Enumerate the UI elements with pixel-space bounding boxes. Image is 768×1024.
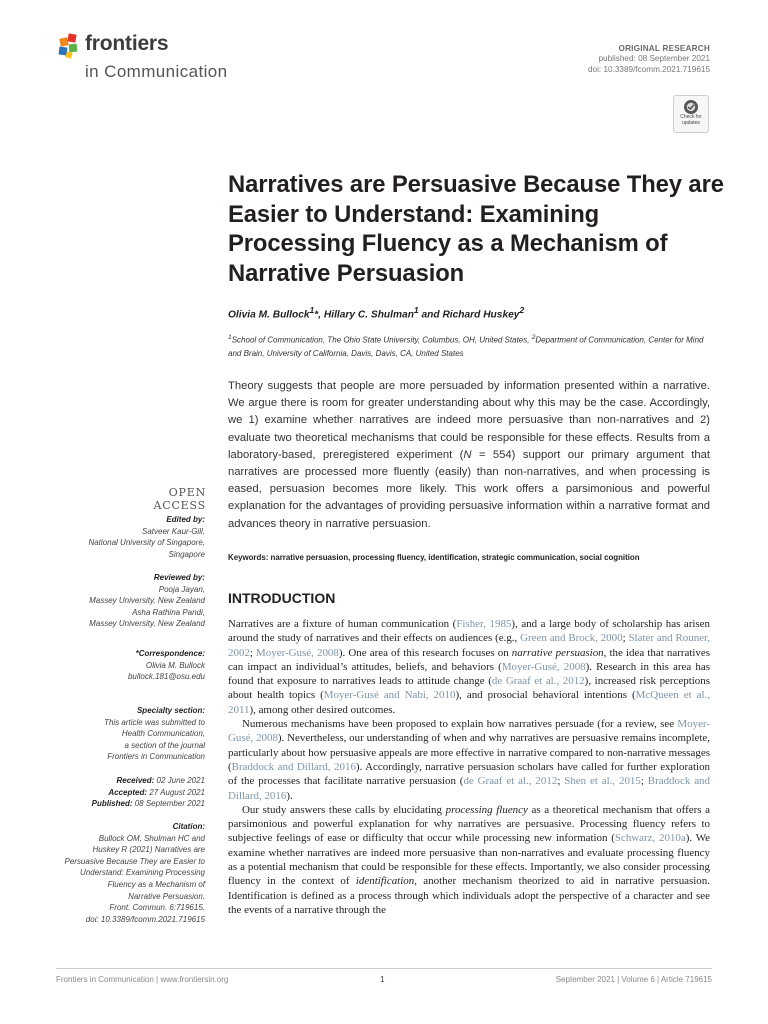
check-updates-line2: updates — [682, 119, 700, 126]
paragraph: Narratives are a fixture of human communication (Fisher, 1985), and a large body of scholarship has arisen around the study of narratives and their effects on audiences (e.g., Green and Brock, 2000; Slater and Rouner, 2002; Moyer-Gusé, 2008). One area of this research focuses on narrative persuasion, the idea that narratives can impact an individual’s attitudes, beliefs, and behaviors (Moyer-Gusé, 2008). Research in this area has found that exposure to narratives leads to attitude change (de Graaf et al., 2012), increased risk perceptions about health topics (Moyer-Gusé and Nabi, 2010), and prosocial behavioral intentions (McQueen et al., 2011), among other desired outcomes. — [228, 618, 710, 716]
journal-logo[interactable] — [56, 30, 256, 86]
reviewer-line: Massey University, New Zealand — [89, 619, 205, 629]
affiliations — [228, 331, 718, 360]
correspondence-email[interactable]: bullock.181@osu.edu — [127, 672, 205, 682]
affiliation-1: School of Communication, The Ohio State University, Columbus, OH, United States, — [231, 335, 532, 345]
citation — [64, 821, 205, 925]
specialty-line: a section of the journal — [124, 740, 205, 750]
footer-divider — [56, 968, 712, 969]
corresponding-mark: * — [314, 309, 319, 321]
citation-link[interactable]: Green and Brock, 2000 — [520, 632, 623, 645]
open-access-label: OPEN ACCESS — [153, 486, 206, 512]
specialty-line: Frontiers in Communication — [107, 752, 205, 762]
correspondence-name: Olivia M. Bullock — [145, 660, 205, 670]
specialty-heading: Specialty section: — [136, 706, 205, 715]
author-affil-sup: 1 — [309, 305, 315, 315]
keywords — [228, 553, 718, 562]
published-date-side: 08 September 2021 — [132, 799, 205, 809]
citation-link[interactable]: Slater and Rouner, 2002 — [228, 632, 710, 659]
citation-link[interactable]: McQueen et al., 2011 — [228, 689, 710, 716]
correspondence — [128, 648, 205, 683]
author-list: Olivia M. Bullock$^1$*, Hillary C. Shulman$^1$ and Richard Huskey$^2$ — [228, 305, 525, 321]
logo-journal-name: in Communication — [85, 62, 228, 81]
reviewed-by — [89, 572, 205, 630]
citation-line: Understand: Examining Processing — [80, 868, 205, 878]
dates — [92, 775, 205, 810]
paragraph: Our study answers these calls by elucidating processing fluency as a theoretical mechanism that offers a parsimonious and powerful explanation for why narratives are persuasive. Processing fluency refers to subjective feelings of ease or difficulty that occur while processing new information (Schwarz, 2010a). We examine whether narratives are indeed more persuasive than non-narratives and evaluate processing fluency as a potential mechanism that could be responsible for these effects. Importantly, we also consider processing fluency in the context of identification, another mechanism theorized to aid in narrative persuasion. Identification is defined as a process through which individuals adopt the perspective of a character and see the events of a narrative through the — [228, 803, 711, 916]
article-meta — [588, 44, 710, 75]
accepted-date: 27 August 2021 — [147, 787, 205, 797]
specialty-line: Health Communication, — [121, 729, 205, 739]
edited-by-heading: Edited by: — [166, 515, 205, 524]
section-heading-introduction: INTRODUCTION — [228, 590, 336, 606]
citation-link[interactable]: Moyer-Gusé and Nabi, 2010 — [323, 689, 456, 702]
author-name[interactable]: Hillary C. Shulman — [323, 309, 414, 321]
reviewer-line[interactable]: Asha Rathina Pandi, — [132, 607, 205, 617]
specialty-line: This article was submitted to — [104, 717, 205, 727]
abstract-text: = 554) support our primary argument that narratives are processed more fluently (easily) than non-narratives, and when processing is eased, persuasion becomes more likely. This work offers a parsimonious and powerful explanation for the advantages of providing persuasive information within a narrative format and advances theory in narrative persuasion. — [228, 448, 710, 530]
logo-wordmark: frontiers — [85, 32, 169, 55]
author-conjunction: and — [418, 309, 443, 321]
citation-link[interactable]: Shen et al., 2015 — [564, 775, 641, 788]
reviewer-line: Massey University, New Zealand — [89, 596, 205, 606]
editor-line[interactable]: Satveer Kaur-Gill, — [142, 526, 205, 536]
reviewer-line[interactable]: Pooja Jayan, — [158, 584, 205, 594]
editor-line: Singapore — [168, 549, 205, 559]
citation-link[interactable]: Moyer-Gusé, 2008 — [256, 646, 339, 659]
abstract-text: Theory suggests that people are more persuaded by information presented within a narrative. We argue there is room for greater understanding about why this may be the case. Accordingly, we 1) examine whether narratives are indeed more persuasive than non-narratives and 2) evaluate two theoretical mechanisms that could be responsible for these effects. Results from a laboratory-based, preregistered experiment ( — [228, 380, 710, 461]
accepted-label: Accepted: — [108, 787, 148, 797]
citation-link[interactable]: Schwarz, 2010a — [614, 832, 686, 845]
affil-sup: 2 — [531, 334, 536, 341]
received-label: Received: — [116, 776, 155, 785]
citation-link[interactable]: de Graaf et al., 2012 — [491, 675, 585, 688]
body-text — [228, 617, 710, 917]
citation-link[interactable]: de Graaf et al., 2012 — [463, 775, 558, 788]
article-doi[interactable]: doi: 10.3389/fcomm.2021.719615 — [588, 64, 710, 74]
abstract-n: N — [463, 448, 472, 461]
frontiers-logo-icon — [56, 32, 84, 60]
edited-by — [88, 514, 205, 560]
paper-title: Narratives are Persuasive Because They are Easier to Understand: Examining Processing Fluency as a Mechanism of Narrative Persuasion — [228, 171, 724, 287]
author-name[interactable]: Olivia M. Bullock — [228, 309, 310, 321]
citation-line: Narrative Persuasion. — [128, 891, 205, 901]
affil-sup: 1 — [228, 334, 232, 341]
article-type: ORIGINAL RESEARCH — [618, 44, 710, 53]
citation-link[interactable]: Braddock and Dillard, 2016 — [231, 760, 356, 773]
affiliation-2: Department of Communication, Center for Mind and Brain, University of California, Davis, Davis, CA, United States — [228, 335, 704, 358]
check-updates-line1: Check for — [680, 114, 702, 120]
citation-line: Front. Commun. 6:719615. — [109, 903, 205, 913]
published-label: Published: — [91, 799, 133, 809]
reviewed-by-heading: Reviewed by: — [153, 573, 205, 582]
citation-link[interactable]: Moyer-Gusé, 2008 — [228, 718, 710, 745]
footer-article-info: September 2021 | Volume 6 | Article 719615 — [555, 975, 712, 984]
citation-line: Persuasive Because They are Easier to — [64, 856, 205, 866]
abstract — [228, 378, 710, 533]
page-number: 1 — [380, 975, 385, 984]
editor-line: National University of Singapore, — [88, 538, 205, 548]
published-date: published: 08 September 2021 — [598, 54, 710, 64]
citation-line: Huskey R (2021) Narratives are — [92, 845, 205, 855]
received-date: 02 June 2021 — [154, 776, 205, 785]
author-name[interactable]: Richard Huskey — [442, 309, 520, 321]
citation-link[interactable]: Fisher, 1985 — [456, 618, 512, 630]
citation-link[interactable]: Braddock and Dillard, 2016 — [228, 775, 710, 802]
author-affil-sup: 1 — [413, 305, 419, 315]
citation-line: Fluency as a Mechanism of — [107, 879, 205, 889]
citation-heading: Citation: — [172, 822, 205, 831]
check-updates-icon — [683, 99, 699, 115]
citation-line: Bullock OM, Shulman HC and — [98, 833, 205, 843]
footer-journal[interactable]: Frontiers in Communication | www.frontiersin.org — [56, 975, 229, 984]
citation-doi[interactable]: doi: 10.3389/fcomm.2021.719615 — [85, 914, 205, 924]
keywords-text: Keywords: narrative persuasion, processing fluency, identification, strategic communication, social cognition — [228, 553, 640, 562]
paragraph: Numerous mechanisms have been proposed to explain how narratives persuade (for a review, see Moyer-Gusé, 2008). Nevertheless, our understanding of when and why narratives are persuasive remains incomplete, particularly about how persuasive appeals are more effective in narrative compared to non-narrative messages (Braddock and Dillard, 2016). Accordingly, narrative persuasion scholars have called for further exploration of the processes that facilitate narrative persuasion (de Graaf et al., 2012; Shen et al., 2015; Braddock and Dillard, 2016). — [228, 718, 711, 802]
specialty-section — [104, 705, 205, 763]
author-affil-sup: 2 — [519, 305, 525, 315]
correspondence-heading: *Correspondence: — [135, 649, 205, 658]
citation-link[interactable]: Moyer-Gusé, 2008 — [501, 660, 586, 673]
check-for-updates-badge[interactable] — [673, 95, 709, 133]
